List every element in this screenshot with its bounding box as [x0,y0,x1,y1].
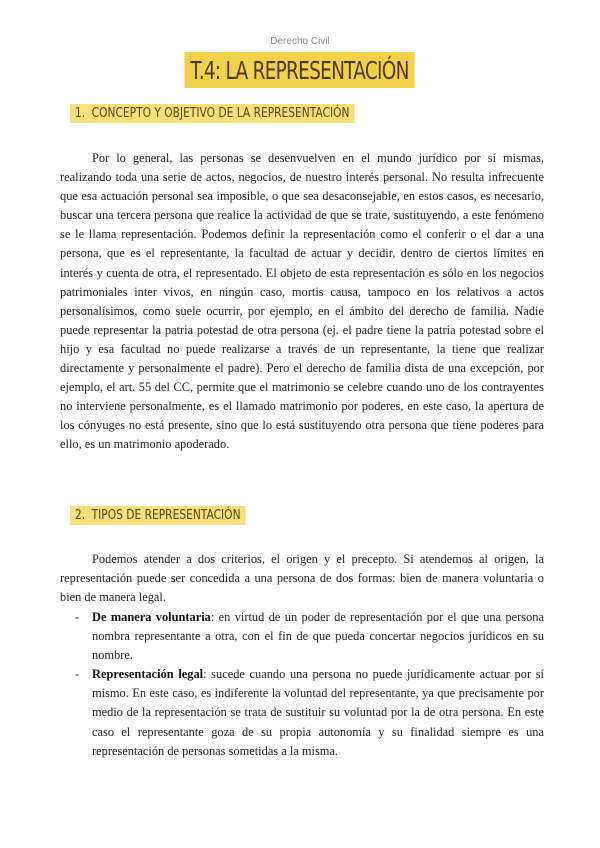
section-1-highlight [70,104,354,123]
section-2-highlight [70,506,245,525]
section-2-title: TIPOS DE REPRESENTACIÓN [91,508,241,523]
section-2-heading [70,506,284,525]
representation-types-list [60,608,544,761]
list-item-legal [60,665,544,760]
list-bullet: - [75,610,80,624]
section-2-paragraph: Podemos atender a dos criterios, el origen y el precepto. Si atendemos al origen, la representación puede ser concedida a una persona de dos formas: bien de manera voluntaria o bien de manera legal. [60,552,544,605]
section-1-number: 1. [74,106,86,121]
list-item-voluntary [60,608,544,665]
section-1-paragraph: Por lo general, las personas se desenvuelven en el mundo jurídico por sí mismas, realizando toda una serie de actos, negocios, de nuestro interés personal. No resulta infrecuente que esa actuación personal sea imposible, o que sea desaconsejable, en estos casos, es necesario, buscar una tercera persona que realice la actividad de que se trate, sustituyendo, a este fenómeno se le llama representación. Podemos definir la representación como el conferir o el dar a una persona, que es el representante, la facultad de actuar y decidir, dentro de ciertos límites en interés y cuenta de otra, el representado. El objeto de esta representación es sólo en los negocios patrimoniales inter vivos, en ningún caso, mortis causa, tampoco en los relativos a actos personalísimos, como suele ocurrir, por ejemplo, en el ámbito del derecho de familia. Nadie puede representar la patria potestad de otra persona (ej. el padre tiene la patria potestad sobre el hijo y esa facultad no puede realizarse a través de un representante, la tiene que realizar directamente y personalmente el padre). Pero el derecho de familia dista de una excepción, por ejemplo, el art. 55 del CC, permite que el matrimonio se celebre cuando uno de los contrayentes no interviene personalmente, es el llamado matrimonio por poderes, en este caso, la apertura de los cónyuges no está presente, sino que lo está sustituyendo otra persona que tiene poderes para ello, es un matrimonio apoderado. [60,151,544,452]
list-item-text: : sucede cuando una persona no puede jurídicamente actuar por sí mismo. En este caso, es indiferente la voluntad del representante, ya que precisamente por medio de la representación se trata de sustituir su voluntad por la de otra persona. En este caso el representante goza de su propia autonomía y su finalidad siempre es una representación de personas sometidas a la misma. [92,667,544,758]
list-bullet: - [75,667,80,682]
page-title: T.4: LA REPRESENTACIÓN [185,52,415,88]
section-1-heading [70,104,417,123]
document-header: Derecho Civil [270,36,330,47]
list-item-text: : en virtud de un poder de representación por el que una persona nombra representante a otra, con el fin de que pueda concertar negocios jurídicos en su nombre. [92,610,544,663]
section-1-title: CONCEPTO Y OBJETIVO DE LA REPRESENTACIÓN [91,106,350,121]
section-2-number: 2. [74,508,86,523]
list-item-term: Representación legal [92,667,204,682]
list-item-term: De manera voluntaria [92,610,211,624]
title-wrap [0,52,600,88]
